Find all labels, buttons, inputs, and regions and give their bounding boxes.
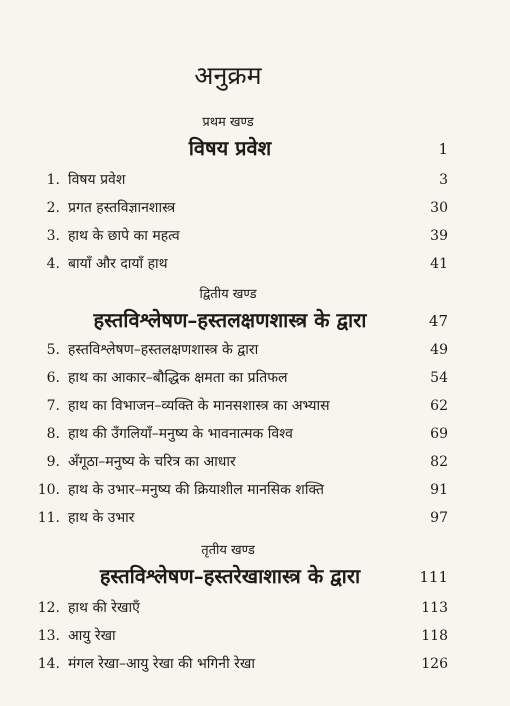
entry-page-number: 39 xyxy=(430,228,448,244)
toc-entry[interactable] xyxy=(34,595,448,621)
entry-number: 7. xyxy=(46,398,60,414)
toc-entry[interactable] xyxy=(34,505,448,531)
entry-title: बायाँ और दायाँ हाथ xyxy=(68,256,168,272)
entry-title: हाथ का विभाजन–व्यक्ति के मानसशास्त्र का अभ्यास xyxy=(68,398,330,414)
entry-number: 12. xyxy=(37,600,60,616)
entry-number: 2. xyxy=(46,200,60,216)
entry-page-number: 113 xyxy=(421,600,448,616)
section-heading: हस्तविश्लेषण–हस्तलक्षणशास्त्र के द्वारा xyxy=(93,308,367,332)
entry-number: 14. xyxy=(37,656,60,672)
entry-title: आयु रेखा xyxy=(68,628,116,644)
entry-number: 13. xyxy=(37,628,60,644)
section-heading: हस्तविश्लेषण–हस्तरेखाशास्त्र के द्वारा xyxy=(99,564,361,588)
toc-entry[interactable] xyxy=(34,365,448,391)
toc-entry[interactable] xyxy=(34,623,448,649)
entry-title: अँगूठा–मनुष्य के चरित्र का आधार xyxy=(68,454,236,470)
entry-page-number: 30 xyxy=(430,200,448,216)
section-label: द्वितीय खण्ड xyxy=(199,287,257,302)
entry-number: 6. xyxy=(46,370,60,386)
entry-number: 9. xyxy=(46,454,60,470)
toc-entry[interactable] xyxy=(34,223,448,249)
entry-number: 4. xyxy=(46,256,60,272)
entry-page-number: 118 xyxy=(421,628,448,644)
section-heading: विषय प्रवेश xyxy=(188,136,272,160)
toc-entry[interactable] xyxy=(34,449,448,475)
entry-title: हाथ की रेखाएँ xyxy=(68,600,140,616)
entry-title: हाथ की उँगलियाँ–मनुष्य के भावनात्मक विश्व xyxy=(68,426,293,442)
entry-number: 10. xyxy=(37,482,60,498)
entry-number: 5. xyxy=(46,342,60,358)
entry-title: हाथ के छापे का महत्व xyxy=(68,228,180,244)
entry-page-number: 82 xyxy=(430,454,448,470)
entry-page-number: 3 xyxy=(439,172,448,188)
entry-title: प्रगत हस्तविज्ञानशास्त्र xyxy=(68,200,176,216)
entry-page-number: 49 xyxy=(430,342,448,358)
entry-page-number: 126 xyxy=(421,656,448,672)
page-title: अनुक्रम xyxy=(194,61,262,90)
section-page-number: 47 xyxy=(428,312,448,330)
entry-number: 1. xyxy=(46,172,60,188)
entry-title: हाथ का आकार–बौद्धिक क्षमता का प्रतिफल xyxy=(68,370,288,386)
entry-number: 3. xyxy=(46,228,60,244)
entry-title: विषय प्रवेश xyxy=(68,172,126,188)
section-label: प्रथम खण्ड xyxy=(202,115,254,130)
entry-number: 8. xyxy=(46,426,60,442)
toc-entry[interactable] xyxy=(34,393,448,419)
toc-entry[interactable] xyxy=(34,167,448,193)
toc-entry[interactable] xyxy=(34,251,448,277)
section-page-number: 1 xyxy=(438,140,448,158)
entry-page-number: 97 xyxy=(430,510,448,526)
entry-title: हाथ के उभार xyxy=(68,510,135,526)
entry-number: 11. xyxy=(37,510,60,526)
entry-page-number: 54 xyxy=(430,370,448,386)
entry-page-number: 91 xyxy=(430,482,448,498)
entry-page-number: 69 xyxy=(430,426,448,442)
toc-entry[interactable] xyxy=(34,477,448,503)
entry-title: हाथ के उभार–मनुष्य की क्रियाशील मानसिक शक्ति xyxy=(68,482,324,498)
toc-entry[interactable] xyxy=(34,651,448,677)
entry-page-number: 41 xyxy=(430,256,448,272)
toc-entry[interactable] xyxy=(34,337,448,363)
toc-entry[interactable] xyxy=(34,195,448,221)
section-page-number: 111 xyxy=(419,568,448,586)
entry-title: हस्तविश्लेषण–हस्तलक्षणशास्त्र के द्वारा xyxy=(68,342,259,358)
entry-title: मंगल रेखा–आयु रेखा की भगिनी रेखा xyxy=(68,656,255,672)
section-label: तृतीय खण्ड xyxy=(201,543,255,558)
entry-page-number: 62 xyxy=(430,398,448,414)
toc-entry[interactable] xyxy=(34,421,448,447)
